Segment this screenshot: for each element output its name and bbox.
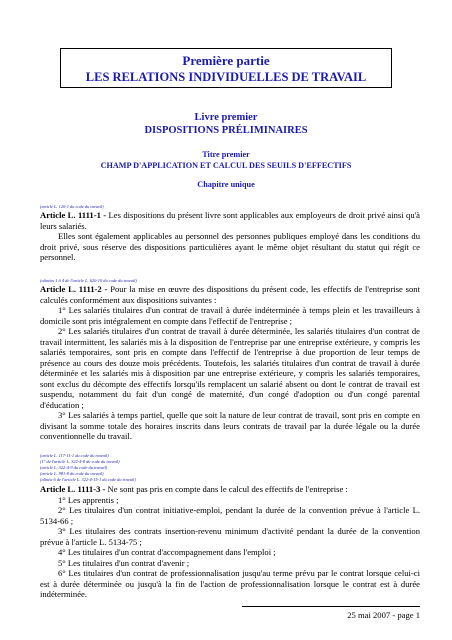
article-1111-3 <box>40 484 420 600</box>
source-note: (alinéas 1 à 4 de l'article L. 620-10 du code du travail) <box>40 278 137 283</box>
source-note: (article L. 322-4-9 du code du travail) <box>40 465 108 470</box>
article-text: Pour la mise en œuvre des dispositions du présent code, les effectifs de l'entreprise sont calculés conformément aux dispositions suivantes : <box>40 284 420 305</box>
source-note: (article L. 117-11-1 du code du travail) <box>40 453 109 458</box>
source-note: (article L. 981-8 du code du travail) <box>40 471 104 476</box>
source-note: (1° de l'article L. 322-4-8 du code du travail) <box>40 459 120 464</box>
article-paragraph: 6° Les titulaires d'un contrat de professionnalisation jusqu'au terme prévu par le contrat lorsque celui-ci est à durée déterminée ou jusqu'à la fin de l'action de professionnalisation lorsque le contrat est à durée indéterminée. <box>40 568 420 599</box>
article-paragraph: 4° Les titulaires d'un contrat d'accompagnement dans l'emploi ; <box>58 547 276 557</box>
article-1111-1 <box>40 210 420 263</box>
livre-title: DISPOSITIONS PRÉLIMINAIRES <box>144 125 308 136</box>
article-paragraph: 2° Les titulaires d'un contrat initiative-emploi, pendant la durée de la convention prévue à l'article L. 5134-66 ; <box>40 505 420 526</box>
page-footer: 25 mai 2007 - page 1 <box>347 610 420 620</box>
source-note: (article L. 120-1 du code du travail) <box>40 204 104 209</box>
article-number: Article L. 1111-3 - <box>40 484 106 494</box>
article-number: Article L. 1111-1 - <box>40 210 107 220</box>
part-heading-box <box>60 48 392 88</box>
article-paragraph: 2° Les salariés titulaires d'un contrat de travail à durée déterminée, les salariés titulaires d'un contrat de travail intermittent, les salariés mis à la disposition de l'entreprise par une entreprise extérieure, y compris les salariés temporaires, sont pris en compte dans l'effectif de l'entreprise à due proportion de leur temps de présence au cours des douze mois précédents. Toutefois, les salariés titulaires d'un contrat de travail à durée déterminée et les salariés mis à disposition par une entreprise extérieure, y compris les salariés temporaires, sont exclus du décompte des effectifs lorsqu'ils remplacent un salarié absent ou dont le contrat de travail est suspendu, notamment du fait d'un congé de maternité, d'un congé d'adoption ou d'un congé parental d'éducation ; <box>40 326 420 410</box>
source-note: (alinéa 6 de l'article L. 322-4-15-1 du code du travail) <box>40 477 136 482</box>
article-1111-2 <box>40 284 420 442</box>
titre-label: Titre premier <box>202 150 250 159</box>
chapitre-heading: Chapitre unique <box>197 180 255 189</box>
article-number: Article L. 1111-2 - <box>40 284 108 294</box>
article-paragraph: 5° Les titulaires d'un contrat d'avenir ; <box>58 557 190 568</box>
part-title: LES RELATIONS INDIVIDUELLES DE TRAVAIL <box>85 70 367 84</box>
livre-label: Livre premier <box>194 112 258 123</box>
article-paragraph: 1° Les salariés titulaires d'un contrat de travail à durée indéterminée à temps plein et les travailleurs à domicile sont pris intégralement en compte dans l'effectif de l'entreprise ; <box>40 305 420 326</box>
footer-rule <box>242 606 420 607</box>
part-label: Première partie <box>182 53 270 68</box>
article-text: Ne sont pas pris en compte dans le calcul des effectifs de l'entreprise : <box>105 484 348 494</box>
article-paragraph: 3° Les titulaires des contrats insertion-revenu minimum d'activité pendant la durée de la convention prévue à l'article L. 5134-75 ; <box>40 526 420 547</box>
article-text: Les dispositions du présent livre sont applicables aux employeurs de droit privé ainsi qu'à leurs salariés. <box>40 210 420 231</box>
article-paragraph: 1° Les apprentis ; <box>58 494 119 505</box>
titre-title: CHAMP D'APPLICATION ET CALCUL DES SEUILS D'EFFECTIFS <box>100 161 352 170</box>
article-paragraph: 3° Les salariés à temps partiel, quelle que soit la nature de leur contrat de travail, sont pris en compte en divisant la somme totale des horaires inscrits dans leurs contrats de travail par la durée légale ou la durée conventionnelle du travail. <box>40 410 420 441</box>
article-paragraph: Elles sont également applicables au personnel des personnes publiques employé dans les conditions du droit privé, sous réserve des dispositions particulières ayant le même objet résultant du statut qui régit ce personnel. <box>40 231 420 262</box>
